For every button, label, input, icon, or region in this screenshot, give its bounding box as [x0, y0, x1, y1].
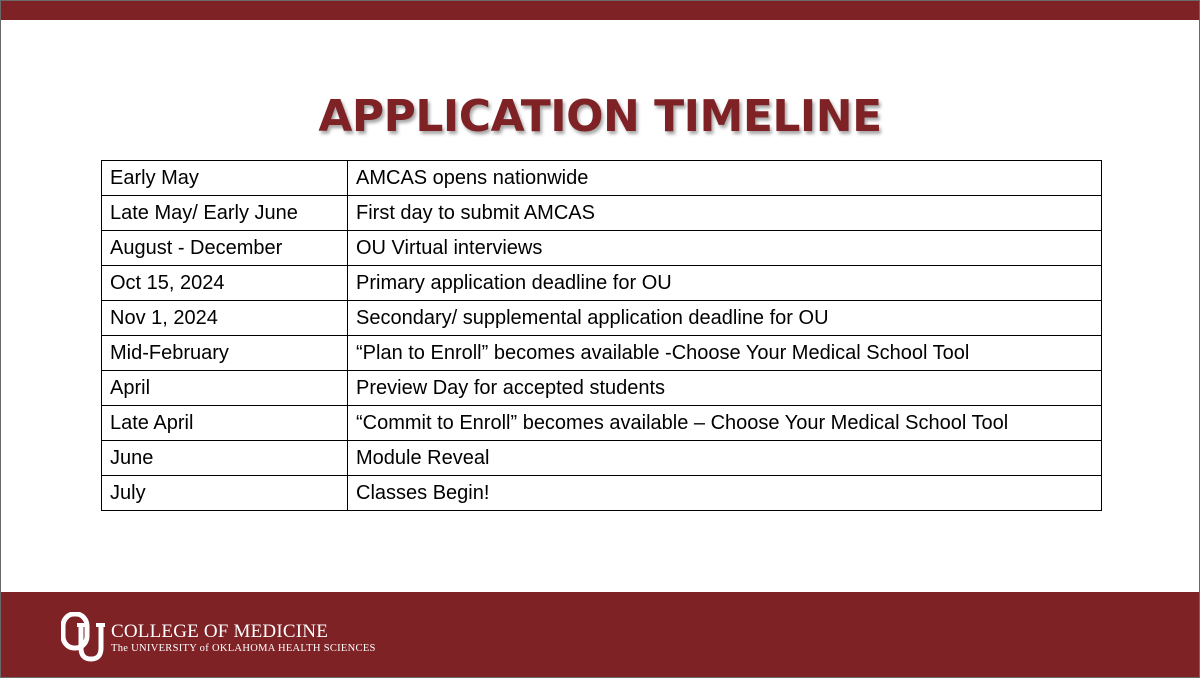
timeline-date-cell: Nov 1, 2024 [102, 301, 348, 336]
timeline-date-cell: Oct 15, 2024 [102, 266, 348, 301]
timeline-event-cell: AMCAS opens nationwide [348, 161, 1102, 196]
table-row [102, 231, 1102, 266]
timeline-date-cell: Late April [102, 406, 348, 441]
top-accent-bar [1, 1, 1199, 20]
table-row [102, 196, 1102, 231]
timeline-event-cell: First day to submit AMCAS [348, 196, 1102, 231]
table-row [102, 406, 1102, 441]
timeline-event-cell: Module Reveal [348, 441, 1102, 476]
ou-interlocking-logo-icon [61, 612, 107, 662]
page-title: APPLICATION TIMELINE [318, 91, 882, 142]
table-row [102, 476, 1102, 511]
table-row [102, 441, 1102, 476]
timeline-event-cell: Classes Begin! [348, 476, 1102, 511]
timeline-date-cell: Early May [102, 161, 348, 196]
table-row [102, 371, 1102, 406]
timeline-event-cell: “Commit to Enroll” becomes available – Choose Your Medical School Tool [348, 406, 1102, 441]
timeline-event-cell: OU Virtual interviews [348, 231, 1102, 266]
timeline-date-cell: August - December [102, 231, 348, 266]
timeline-event-cell: Secondary/ supplemental application deadline for OU [348, 301, 1102, 336]
table-row [102, 161, 1102, 196]
timeline-table [101, 160, 1102, 511]
timeline-date-cell: June [102, 441, 348, 476]
timeline-event-cell: Preview Day for accepted students [348, 371, 1102, 406]
timeline-event-cell: “Plan to Enroll” becomes available -Choose Your Medical School Tool [348, 336, 1102, 371]
table-row [102, 266, 1102, 301]
timeline-date-cell: Mid-February [102, 336, 348, 371]
timeline-date-cell: Late May/ Early June [102, 196, 348, 231]
table-row [102, 301, 1102, 336]
timeline-date-cell: April [102, 371, 348, 406]
college-name: COLLEGE OF MEDICINE [111, 621, 329, 642]
timeline-event-cell: Primary application deadline for OU [348, 266, 1102, 301]
footer-bar [1, 592, 1199, 678]
table-row [102, 336, 1102, 371]
timeline-date-cell: July [102, 476, 348, 511]
university-name: The UNIVERSITY of OKLAHOMA HEALTH SCIENCES [111, 643, 376, 654]
